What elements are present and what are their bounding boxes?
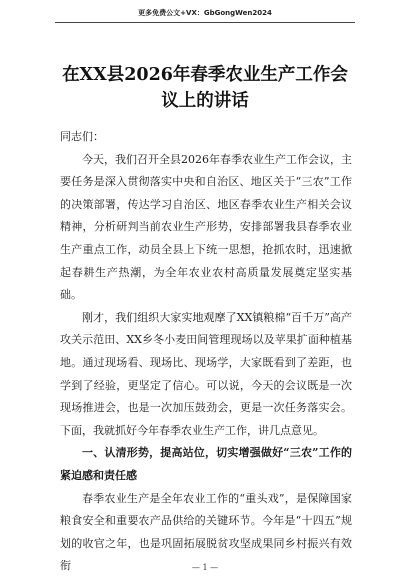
section-heading-1: 一、认清形势，提高站位，切实增强做好“三农”工作的紧迫感和责任感 [60,446,352,482]
paragraph-observation: 刚才，我们组织大家实地观摩了XX镇粮棉“百千万”高产攻关示范田、XX乡冬小麦田间管理现场以及苹果扩面种植基地。通过现场看、现场比、现场学，大家既看到了差距，也学到了经验，更坚定了信心。可以说，今天的会议既是一次现场推进会，也是一次加压鼓劲会，更是一次任务落实会。下面，我就抓好今年春季农业生产工作，讲几点意见。 [60,310,352,437]
header-divider [55,22,355,23]
salutation: 同志们： [60,130,104,143]
paragraph-section-1: 春季农业生产是全年农业工作的“重头戏”，是保障国家粮食安全和重要农产品供给的关键环节。今年是“十四五”规划的收官之年，也是巩固拓展脱贫攻坚成果同乡村振兴有效衔 [60,491,352,573]
document-title: 在XX县2026年春季农业生产工作会议上的讲话 [62,65,348,111]
document-body [60,126,352,578]
page-number: — 1 — [191,563,219,572]
header-note: 更多免费公文+VX：GbGongWen2024 [138,9,272,17]
paragraph-opening: 今天，我们召开全县2026年春季农业生产工作会议，主要任务是深入贯彻落实中央和自治区、地区关于“三农”工作的决策部署，传达学习自治区、地区春季农业生产相关会议精神，分析研判当前农业生产形势，安排部署我县春季农业生产重点工作，动员全县上下统一思想，抢抓农时，迅速掀起春耕生产热潮，为全年农业农村高质量发展奠定坚实基础。 [60,152,352,302]
